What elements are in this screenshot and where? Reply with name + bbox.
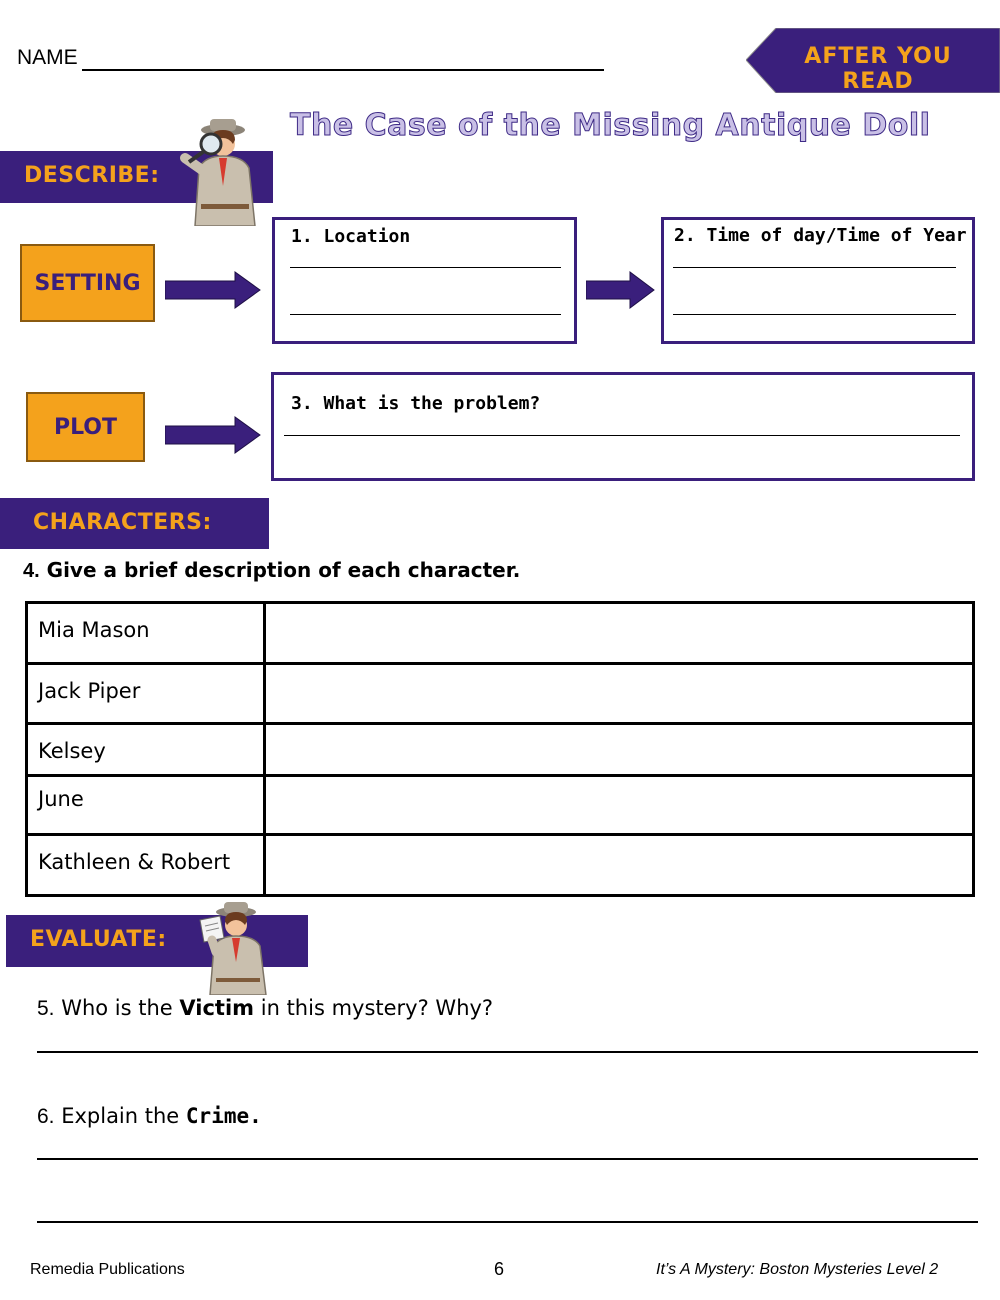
character-table: [25, 601, 975, 897]
question-6-text: Explain the: [61, 1104, 180, 1128]
detective-paper-icon: [186, 900, 276, 995]
describe-heading: DESCRIBE:: [24, 163, 160, 188]
character-name: June: [27, 776, 265, 835]
question-5-bold: Victim: [179, 996, 255, 1020]
right-arrow-icon: [586, 270, 656, 310]
right-arrow-icon: [165, 415, 262, 455]
question-6-answer-line-2[interactable]: [37, 1221, 978, 1223]
characters-heading: CHARACTERS:: [33, 510, 212, 535]
table-row: [27, 724, 974, 776]
question-5-text-a: Who is the: [61, 996, 173, 1020]
problem-answer-line[interactable]: [284, 435, 960, 436]
footer-page-number: 6: [494, 1259, 505, 1279]
time-question: 2. Time of day/Time of Year: [674, 225, 967, 246]
character-prompt-number: 4.: [23, 560, 40, 582]
time-answer-line-2[interactable]: [673, 314, 956, 315]
table-row: [27, 603, 974, 664]
table-row: [27, 664, 974, 724]
setting-box: SETTING: [20, 244, 155, 322]
problem-box: [271, 372, 975, 481]
evaluate-heading: EVALUATE:: [30, 927, 167, 952]
page-title: The Case of the Missing Antique Doll: [290, 108, 931, 143]
table-row: [27, 776, 974, 835]
name-line[interactable]: [82, 69, 604, 71]
character-name: Kelsey: [27, 724, 265, 776]
question-6-number: 6.: [37, 1105, 55, 1128]
name-label: NAME: [17, 46, 78, 69]
character-description-cell[interactable]: [265, 603, 974, 664]
question-6-bold: Crime.: [185, 1104, 262, 1128]
question-5-answer-line[interactable]: [37, 1051, 978, 1053]
problem-question: 3. What is the problem?: [291, 393, 541, 414]
character-name: Mia Mason: [27, 603, 265, 664]
character-description-cell[interactable]: [265, 724, 974, 776]
character-description-cell[interactable]: [265, 776, 974, 835]
table-row: [27, 835, 974, 896]
location-question: 1. Location: [291, 226, 411, 247]
right-arrow-icon: [165, 270, 262, 310]
location-answer-line-2[interactable]: [290, 314, 561, 315]
location-answer-line-1[interactable]: [290, 267, 561, 268]
footer-book-title: It’s A Mystery: Boston Mysteries Level 2: [656, 1261, 939, 1278]
question-5: [37, 996, 493, 1021]
character-description-cell[interactable]: [265, 664, 974, 724]
question-6-answer-line-1[interactable]: [37, 1158, 978, 1160]
footer-publisher: Remedia Publications: [30, 1261, 185, 1278]
time-answer-line-1[interactable]: [673, 267, 956, 268]
plot-box: PLOT: [26, 392, 145, 462]
question-5-text-b: in this mystery? Why?: [260, 996, 494, 1020]
question-5-number: 5.: [37, 997, 55, 1020]
character-name: Jack Piper: [27, 664, 265, 724]
detective-magnifier-icon: [165, 116, 273, 226]
character-prompt-text: Give a brief description of each character.: [46, 558, 521, 582]
character-name: Kathleen & Robert: [27, 835, 265, 896]
question-6: [37, 1104, 262, 1129]
after-you-read-label: AFTER YOU READ: [804, 44, 952, 94]
character-description-cell[interactable]: [265, 835, 974, 896]
character-prompt: [23, 558, 520, 583]
